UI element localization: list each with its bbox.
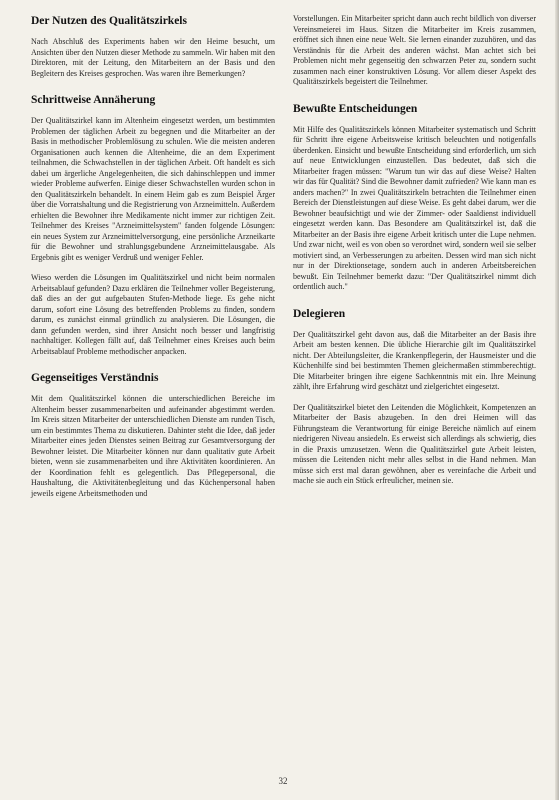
paragraph-continued: Vorstellungen. Ein Mitarbeiter spricht dann auch recht bildlich von diverser Vereinsmeierei im Haus. Sitzen die Mitarbeiter im Kreis zusammen, eröffnet sich ihnen eine neue Welt. Sie lernen einander zuzuhören, und das Verständnis für die Arbeit des anderen wächst. Man achtet sich bei Problemen nicht mehr gegenseitig den schwarzen Peter zu, sondern sucht zusammen nach einer konstruktiven Lösung. Vor allem dieser Aspekt des Qualitätszirkels begeistert die Teilnehmer. [293, 14, 536, 86]
section-heading-annaeherung: Schrittweise Annäherung [31, 94, 156, 106]
paragraph-verstaendnis-1: Mit dem Qualitätszirkel können die unterschiedlichen Bereiche im Altenheim besser zusammenarbeiten und aufeinander abgestimmt werden. Im Kreis sitzen Mitarbeiter der unterschiedlichen Dienste am runden Tisch, um ein bestimmtes Thema zu diskutieren. Dahinter steht die Idee, daß jeder Mitarbeiter eines jeden Dienstes seinen Beitrag zur Gesamtversorgung der Bewohner leistet. Die Mitarbeiter können nur dann qualitativ gute Arbeit bieten, wenn sie zusammenarbeiten und ihre Aktivitäten koordinieren. An der Koordination fehlt es gelegentlich. Das Pflegepersonal, die Haushaltung, die Aktivitätenbegleitung und das Küchenpersonal haben jeweils eigene Arbeitsmethoden und [31, 394, 275, 498]
section-heading-verstaendnis: Gegenseitiges Verständnis [31, 372, 159, 384]
paragraph-delegieren-1: Der Qualitätszirkel geht davon aus, daß die Mitarbeiter an der Basis ihre Arbeit am besten kennen. Die übliche Hierarchie gilt im Qualitätszirkel nicht. Der Abteilungsleiter, die Krankenpflegerin, der Hausmeister und die Küchenhilfe sind bei bestimmten Themen gleichermaßen stimmberechtigt. Die Mitarbeiter bringen ihre eigene Sachkenntnis mit ein. Ihre Meinung zählt, ihre Erfahrung wird geschätzt und zielgerichtet eingesetzt. [293, 329, 536, 391]
page-number: 32 [278, 776, 288, 786]
paragraph-nutzen-intro: Nach Abschluß des Experiments haben wir den Heime besucht, um Ansichten über den Nutzen dieser Methode zu sammeln. Wir haben mit den Direktoren, mit der Leitung, den Mitarbeitern an der Basis und den Begleitern des Kreises gesprochen. Was waren ihre Bemerkungen? [31, 37, 275, 78]
paragraph-annaeherung-2: Wieso werden die Lösungen im Qualitätszirkel und nicht beim normalen Arbeitsablauf gefunden? Dazu erklären die Teilnehmer voller Begeisterung, daß dies an der gut aufgebauten Stufen-Methode liege. Es gehe nicht darum, sofort eine Lösung des betreffenden Problems zu finden, sondern darum, es zunächst einmal gründlich zu analysieren. Die Lösungen, die dann gefunden werden, sind ihrer Ansicht noch besser und langfristig nachhaltiger. Kollegen fällt auf, daß Teilnehmer eines Kreises auch beim Arbeitsablauf Probleme methodischer anpacken. [31, 273, 275, 356]
page-edge-shadow [555, 0, 559, 800]
section-heading-nutzen: Der Nutzen des Qualitätszirkels [31, 15, 187, 27]
paragraph-delegieren-2: Der Qualitätszirkel bietet den Leitenden die Möglichkeit, Kompetenzen an Mitarbeiter der Basis abzugeben. In den drei Heimen will das Führungsteam die Verantwortung für einige Bereiche nämlich auf einem niedrigeren Niveau ansiedeln. Es erweist sich allerdings als schwierig, dies in die Praxis umzusetzen. Wenn die Qualitätszirkel gute Arbeit leisten, müssen die Leitenden nicht mehr alles selbst in die Hand nehmen. Man müsse sich erst mal daran gewöhnen, aber es vereinfache die Arbeit und mache sie auch ein Stück erfreulicher, meinen sie. [293, 402, 536, 485]
left-column [31, 14, 275, 499]
section-heading-delegieren: Delegieren [293, 307, 346, 320]
right-column [293, 14, 536, 487]
paragraph-entscheidungen-1: Mit Hilfe des Qualitätszirkels können Mitarbeiter systematisch und Schritt für Schritt ihre eigene Arbeitsweise kritisch beleuchten und notigenfalls überdenken. Einsicht und bewußte Entscheidung sind erforderlich, um sich auf neue Entwicklungen einzustellen. Das bedeutet, daß sich die Mitarbeiter fragen müssen: "Warum tun wir das auf diese Weise? Halten wir das für Qualität? Sind die Bewohner damit zufrieden? Wie kann man es anders machen?" In zwei Qualitätszirkeln betrachten die Teilnehmer einen Bereich der Dienstleistungen auf diese Weise. Es geht dabei darum, wer die Bewohner beaufsichtigt und wie der Zimmer- oder Saaldienst individuell eingesetzt werden kann. Das Besondere am Qualitätszirkel ist, daß die Mitarbeiter an der Basis ihre eigene Arbeit kritisch unter die Lupe nehmen. Und zwar nicht, weil es von oben so verordnet wird, sondern weil sie selber motiviert sind, an Verbesserungen zu arbeiten. Dessen wird man sich nicht nur in der Direktionsetage, sondern auch in anderen Arbeitsbereichen bewußt. Ein Teilnehmer bemerkt dazu: "Der Qualitätszirkel nimmt dich ordentlich auch." [293, 124, 536, 291]
paragraph-annaeherung-1: Der Qualitätszirkel kann im Altenheim eingesetzt werden, um bestimmten Problemen der täglichen Arbeit zu begegnen und die Mitarbeiter an der Basis in methodischer Problemlösung zu schulen. Wie die meisten anderen Organisationen auch kennen die Altenheime, die an dem Experiment teilnahmen, die Schwachstellen in der täglichen Arbeit. Oft handelt es sich dabei um ärgerliche Angelegenheiten, die sich dahinschleppen und immer wieder Probleme aufwerfen. Einige dieser Schwachstellen wurden schon in den Qualitätszirkeln behandelt. In einem Heim gab es zum Beispiel Ärger über die Vorratshaltung und die Registrierung von Arzneimitteln. Außerdem erhielten die Bewohner ihre Medikamente nicht immer zur richtigen Zeit. Teilnehmer des Kreises "Arzneimittelsystem" fanden folgende Lösungen: ein neues System zur Arzneimittelversorgung, eine persönliche Arzneikarte für die Bewohner und strahlungsgebundene Arzneimittelausgabe. Als Ergebnis gibt es weniger Verdruß und weniger Fehler. [31, 116, 275, 262]
section-heading-entscheidungen: Bewußte Entscheidungen [293, 102, 418, 115]
